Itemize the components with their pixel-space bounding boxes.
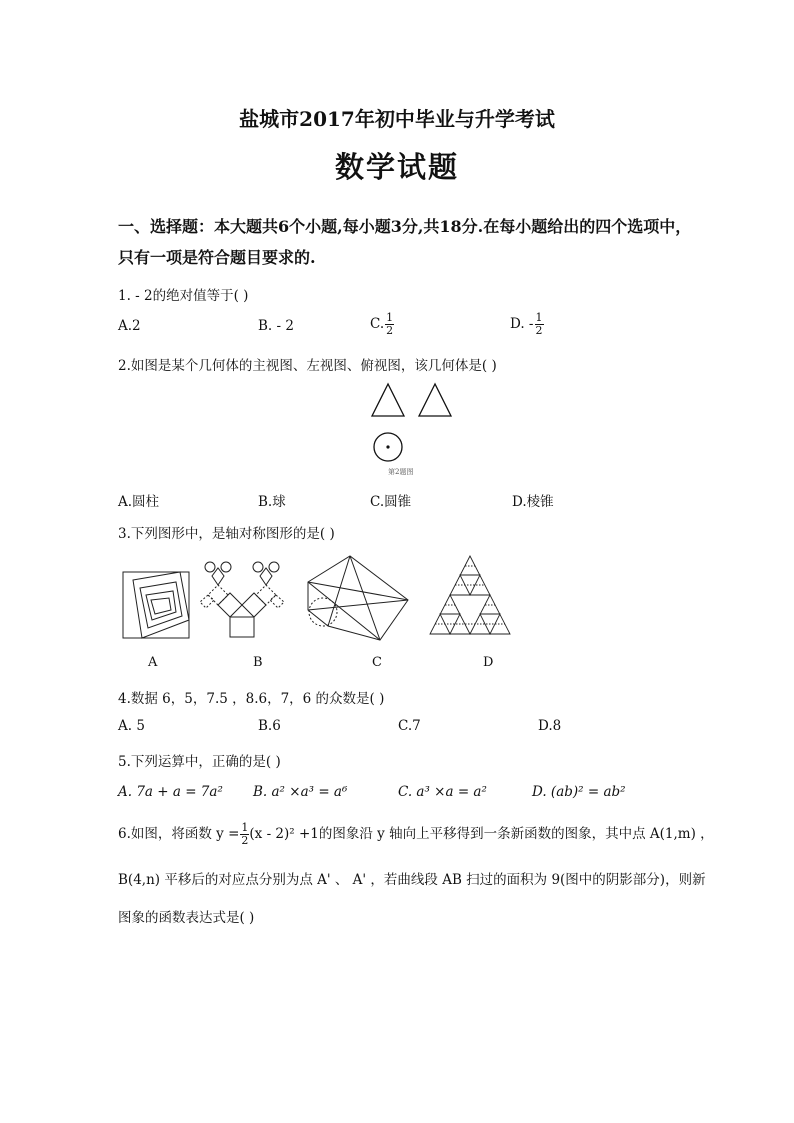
q1-option-d-prefix: D. - — [510, 316, 534, 332]
q1-option-d — [510, 312, 544, 337]
section-heading-line1: 一、选择题：本大题共6个小题,每小题3分,共18分.在每小题给出的四个选项中， — [118, 217, 692, 236]
fraction-numerator: 1 — [535, 311, 543, 324]
q4-option-b: B.6 — [258, 718, 281, 734]
fraction-denominator: 2 — [386, 324, 394, 337]
question-4-stem: 4.数据 6，5，7.5 ，8.6，7，6 的众数是( ) — [118, 691, 385, 707]
q6-line1-start: 6.如图，将函数 y = — [118, 826, 240, 842]
question-6-line3: 图象的函数表达式是( ) — [118, 910, 255, 926]
question-2-stem: 2.如图是某个几何体的主视图、左视图、俯视图，该几何体是( ) — [118, 358, 497, 374]
q2-option-c: C.圆锥 — [370, 494, 412, 510]
question-3-stem: 3.下列图形中，是轴对称图形的是( ) — [118, 526, 335, 542]
q4-option-d: D.8 — [538, 718, 562, 734]
fraction — [535, 312, 544, 337]
side-view-triangle — [419, 384, 451, 416]
q2-option-d: D.棱锥 — [512, 494, 554, 510]
figure-c-label: C — [372, 655, 382, 670]
q5-option-c: C. a³ ×a = a² — [398, 784, 487, 800]
figure-c — [308, 556, 408, 640]
q2-figure-caption: 第2题图 — [388, 468, 414, 476]
q6-line1-end: (x - 2)² +1的图象沿 y 轴向上平移得到一条新函数的图象，其中点 A(1,m) ， — [249, 826, 714, 842]
fraction-denominator: 2 — [241, 834, 249, 847]
question-6-line1 — [118, 822, 714, 847]
q1-option-c — [370, 312, 394, 337]
q5-option-b: B. a² ×a³ = a⁶ — [253, 784, 348, 800]
question-5-stem: 5.下列运算中，正确的是( ) — [118, 754, 281, 770]
figure-a-label: A — [148, 655, 158, 670]
q2-option-a: A.圆柱 — [118, 494, 160, 510]
fraction-denominator: 2 — [535, 324, 543, 337]
subject-title: 数学试题 — [334, 150, 459, 184]
q1-option-c-prefix: C. — [370, 316, 385, 332]
figure-b-label: B — [253, 655, 263, 670]
section-heading-line2: 只有一项是符合题目要求的. — [118, 248, 316, 267]
fraction-numerator: 1 — [241, 821, 249, 834]
front-view-triangle — [372, 384, 404, 416]
fraction-numerator: 1 — [386, 311, 394, 324]
exam-title: 盐城市2017年初中毕业与升学考试 — [239, 107, 555, 131]
top-view-center-dot — [386, 445, 389, 448]
q4-option-a: A. 5 — [118, 718, 145, 734]
section-heading — [118, 211, 718, 273]
figure-b — [200, 562, 284, 637]
q1-option-b: B. - 2 — [258, 318, 294, 334]
q3-figures — [118, 550, 518, 645]
figure-d — [430, 556, 510, 634]
q4-option-c: C.7 — [398, 718, 421, 734]
figure-d-label: D — [483, 655, 494, 670]
q2-three-views-figure — [360, 378, 470, 480]
question-1-stem: 1. - 2的绝对值等于( ) — [118, 288, 249, 304]
question-6-line2: B(4,n) 平移后的对应点分别为点 A' 、 A' ，若曲线段 AB 扫过的面积为 9(图中的阴影部分)，则新 — [118, 872, 706, 888]
q5-option-d: D. (ab)² = ab² — [532, 784, 626, 800]
q2-option-b: B.球 — [258, 494, 286, 510]
fraction — [385, 312, 394, 337]
q5-option-a: A. 7a + a = 7a² — [118, 784, 223, 800]
q1-option-a: A.2 — [118, 318, 141, 334]
figure-a — [123, 572, 189, 638]
